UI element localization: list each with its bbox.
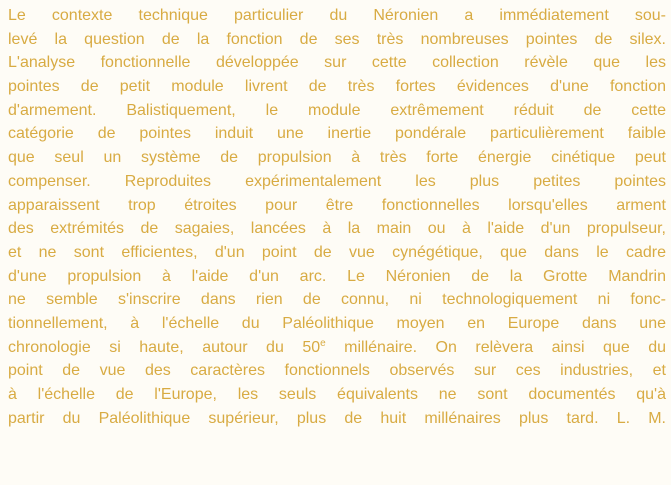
text-line-10: des extrémités de sagaies, lancées à la main ou à l'aide d'un propulseur,: [8, 220, 666, 238]
text-line-3: L'analyse fonctionnelle développée sur cette collection révèle que les: [8, 54, 666, 72]
text-line-18: partir du Paléolithique supérieur, plus de huit millénaires plus tard. L. M.: [8, 409, 666, 427]
text-line-7: que seul un système de propulsion à très forte énergie cinétique peut: [8, 149, 666, 167]
text-line-14: tionnellement, à l'échelle du Paléolithique moyen en Europe dans une: [8, 314, 666, 332]
text-line-2: levé la question de la fonction de ses très nombreuses pointes de silex.: [8, 30, 666, 48]
text-line-13: ne semble s'inscrire dans rien de connu, ni technologiquement ni fonc-: [8, 291, 666, 309]
text-line-11: et ne sont efficientes, d'un point de vue cynégétique, que dans le cadre: [8, 243, 666, 261]
text-line-9: apparaissent trop étroites pour être fonctionnelles lorsqu'elles arment: [8, 196, 666, 214]
text-line-5: d'armement. Balistiquement, le module extrêmement réduit de cette: [8, 101, 666, 119]
text-line-1: Le contexte technique particulier du Néronien a immédiatement sou-: [8, 7, 666, 24]
text-line-15-start: chronologie si haute, autour du 50: [8, 338, 321, 356]
text-line-8: compenser. Reproduites expérimentalement les plus petites pointes: [8, 172, 666, 190]
text-line-15: [8, 336, 666, 360]
ordinal-superscript: e: [320, 337, 326, 349]
text-line-6: catégorie de pointes induit une inertie pondérale particulièrement faible: [8, 125, 666, 143]
text-line-15-end: millénaire. On relèvera ainsi que du: [325, 338, 666, 356]
body-paragraph: [8, 4, 666, 430]
text-line-17: à l'échelle de l'Europe, les seuls équivalents ne sont documentés qu'à: [8, 386, 666, 403]
text-line-16: point de vue des caractères fonctionnels observés sur ces industries, et: [8, 362, 666, 380]
text-line-4: pointes de petit module livrent de très fortes évidences d'une fonction: [8, 78, 666, 96]
text-line-12: d'une propulsion à l'aide d'un arc. Le Néronien de la Grotte Mandrin: [8, 267, 666, 285]
